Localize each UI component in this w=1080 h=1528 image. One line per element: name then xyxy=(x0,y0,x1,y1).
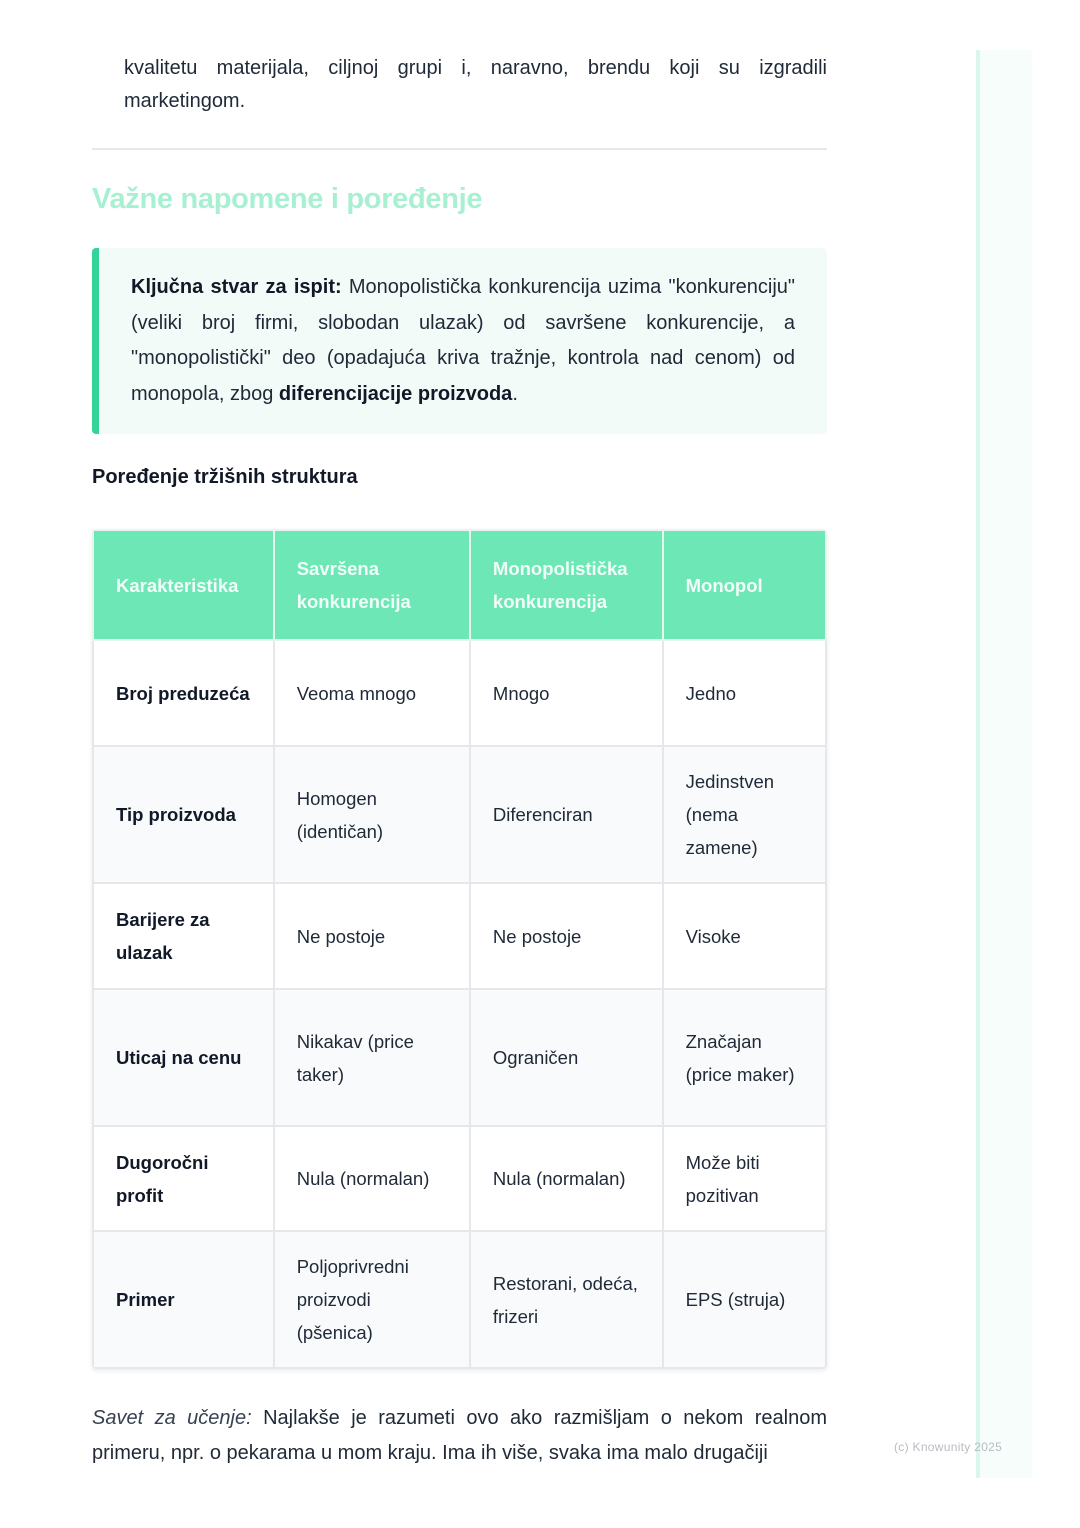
table-row xyxy=(93,746,826,883)
table-cell: Jedno xyxy=(663,640,826,746)
row-label: Tip proizvoda xyxy=(93,746,274,883)
table-cell: Mnogo xyxy=(470,640,663,746)
row-label: Dugoročni profit xyxy=(93,1126,274,1231)
table-row xyxy=(93,883,826,989)
study-tip-text: Najlakše je razumeti ovo ako razmišljam o nekom realnom primeru, npr. o pekarama u mom kraju. Ima ih više, svaka ima malo drugačiji xyxy=(92,1407,828,1464)
row-label: Broj preduzeća xyxy=(93,640,274,746)
header-monopolistic-competition: Monopolistička konkurencija xyxy=(470,530,663,640)
table-cell: Restorani, odeća, frizeri xyxy=(470,1231,663,1368)
comparison-table xyxy=(92,529,827,1369)
table-cell: Značajan (price maker) xyxy=(663,989,826,1126)
table-cell: Poljoprivredni proizvodi (pšenica) xyxy=(274,1231,470,1368)
row-label: Primer xyxy=(93,1231,274,1368)
table-cell: Ne postoje xyxy=(470,883,663,989)
study-tip-label: Savet za učenje: xyxy=(92,1407,252,1429)
table-cell: Jedinstven (nema zamene) xyxy=(663,746,826,883)
copyright-footer: (c) Knowunity 2025 xyxy=(894,1440,1003,1454)
study-tip-paragraph xyxy=(92,1401,827,1471)
table-cell: Veoma mnogo xyxy=(274,640,470,746)
table-row xyxy=(93,989,826,1126)
section-title: Važne napomene i poređenje xyxy=(92,183,483,215)
callout-end: . xyxy=(512,382,518,405)
callout-body: Monopolistička konkurencija uzima "konkurenciju" (veliki broj firmi, slobodan ulazak) od savršene konkurencije, a "monopolistički" deo (opadajuća kriva tražnje, kontrola nad cenom) od monopola, zbog xyxy=(131,276,795,405)
table-cell: Nula (normalan) xyxy=(470,1126,663,1231)
row-label: Barijere za ulazak xyxy=(93,883,274,989)
document-content xyxy=(92,0,828,1464)
side-panel xyxy=(976,50,1032,1478)
key-point-callout xyxy=(92,248,827,434)
row-label: Uticaj na cenu xyxy=(93,989,274,1126)
table-row xyxy=(93,1231,826,1368)
table-cell: Homogen (identičan) xyxy=(274,746,470,883)
section-divider xyxy=(92,148,827,150)
intro-paragraph: kvalitetu materijala, ciljnoj grupi i, naravno, brendu koji su izgradili marketingom. xyxy=(124,57,827,112)
callout-bold-lead: Ključna stvar za ispit: xyxy=(131,276,342,298)
table-cell: Može biti pozitivan xyxy=(663,1126,826,1231)
table-cell: Nikakav (price taker) xyxy=(274,989,470,1126)
header-characteristic: Karakteristika xyxy=(93,530,274,640)
table-cell: Visoke xyxy=(663,883,826,989)
table-cell: Ograničen xyxy=(470,989,663,1126)
table-header-row xyxy=(93,530,826,640)
table-cell: EPS (struja) xyxy=(663,1231,826,1368)
table-cell: Ne postoje xyxy=(274,883,470,989)
callout-bold-end: diferencijacije proizvoda xyxy=(278,382,513,405)
callout-text xyxy=(131,270,795,412)
table-row xyxy=(93,1126,826,1231)
table-row xyxy=(93,640,826,746)
table-cell: Diferenciran xyxy=(470,746,663,883)
header-monopoly: Monopol xyxy=(663,530,826,640)
header-perfect-competition: Savršena konkurencija xyxy=(274,530,470,640)
table-cell: Nula (normalan) xyxy=(274,1126,470,1231)
table-title: Poređenje tržišnih struktura xyxy=(92,466,358,488)
